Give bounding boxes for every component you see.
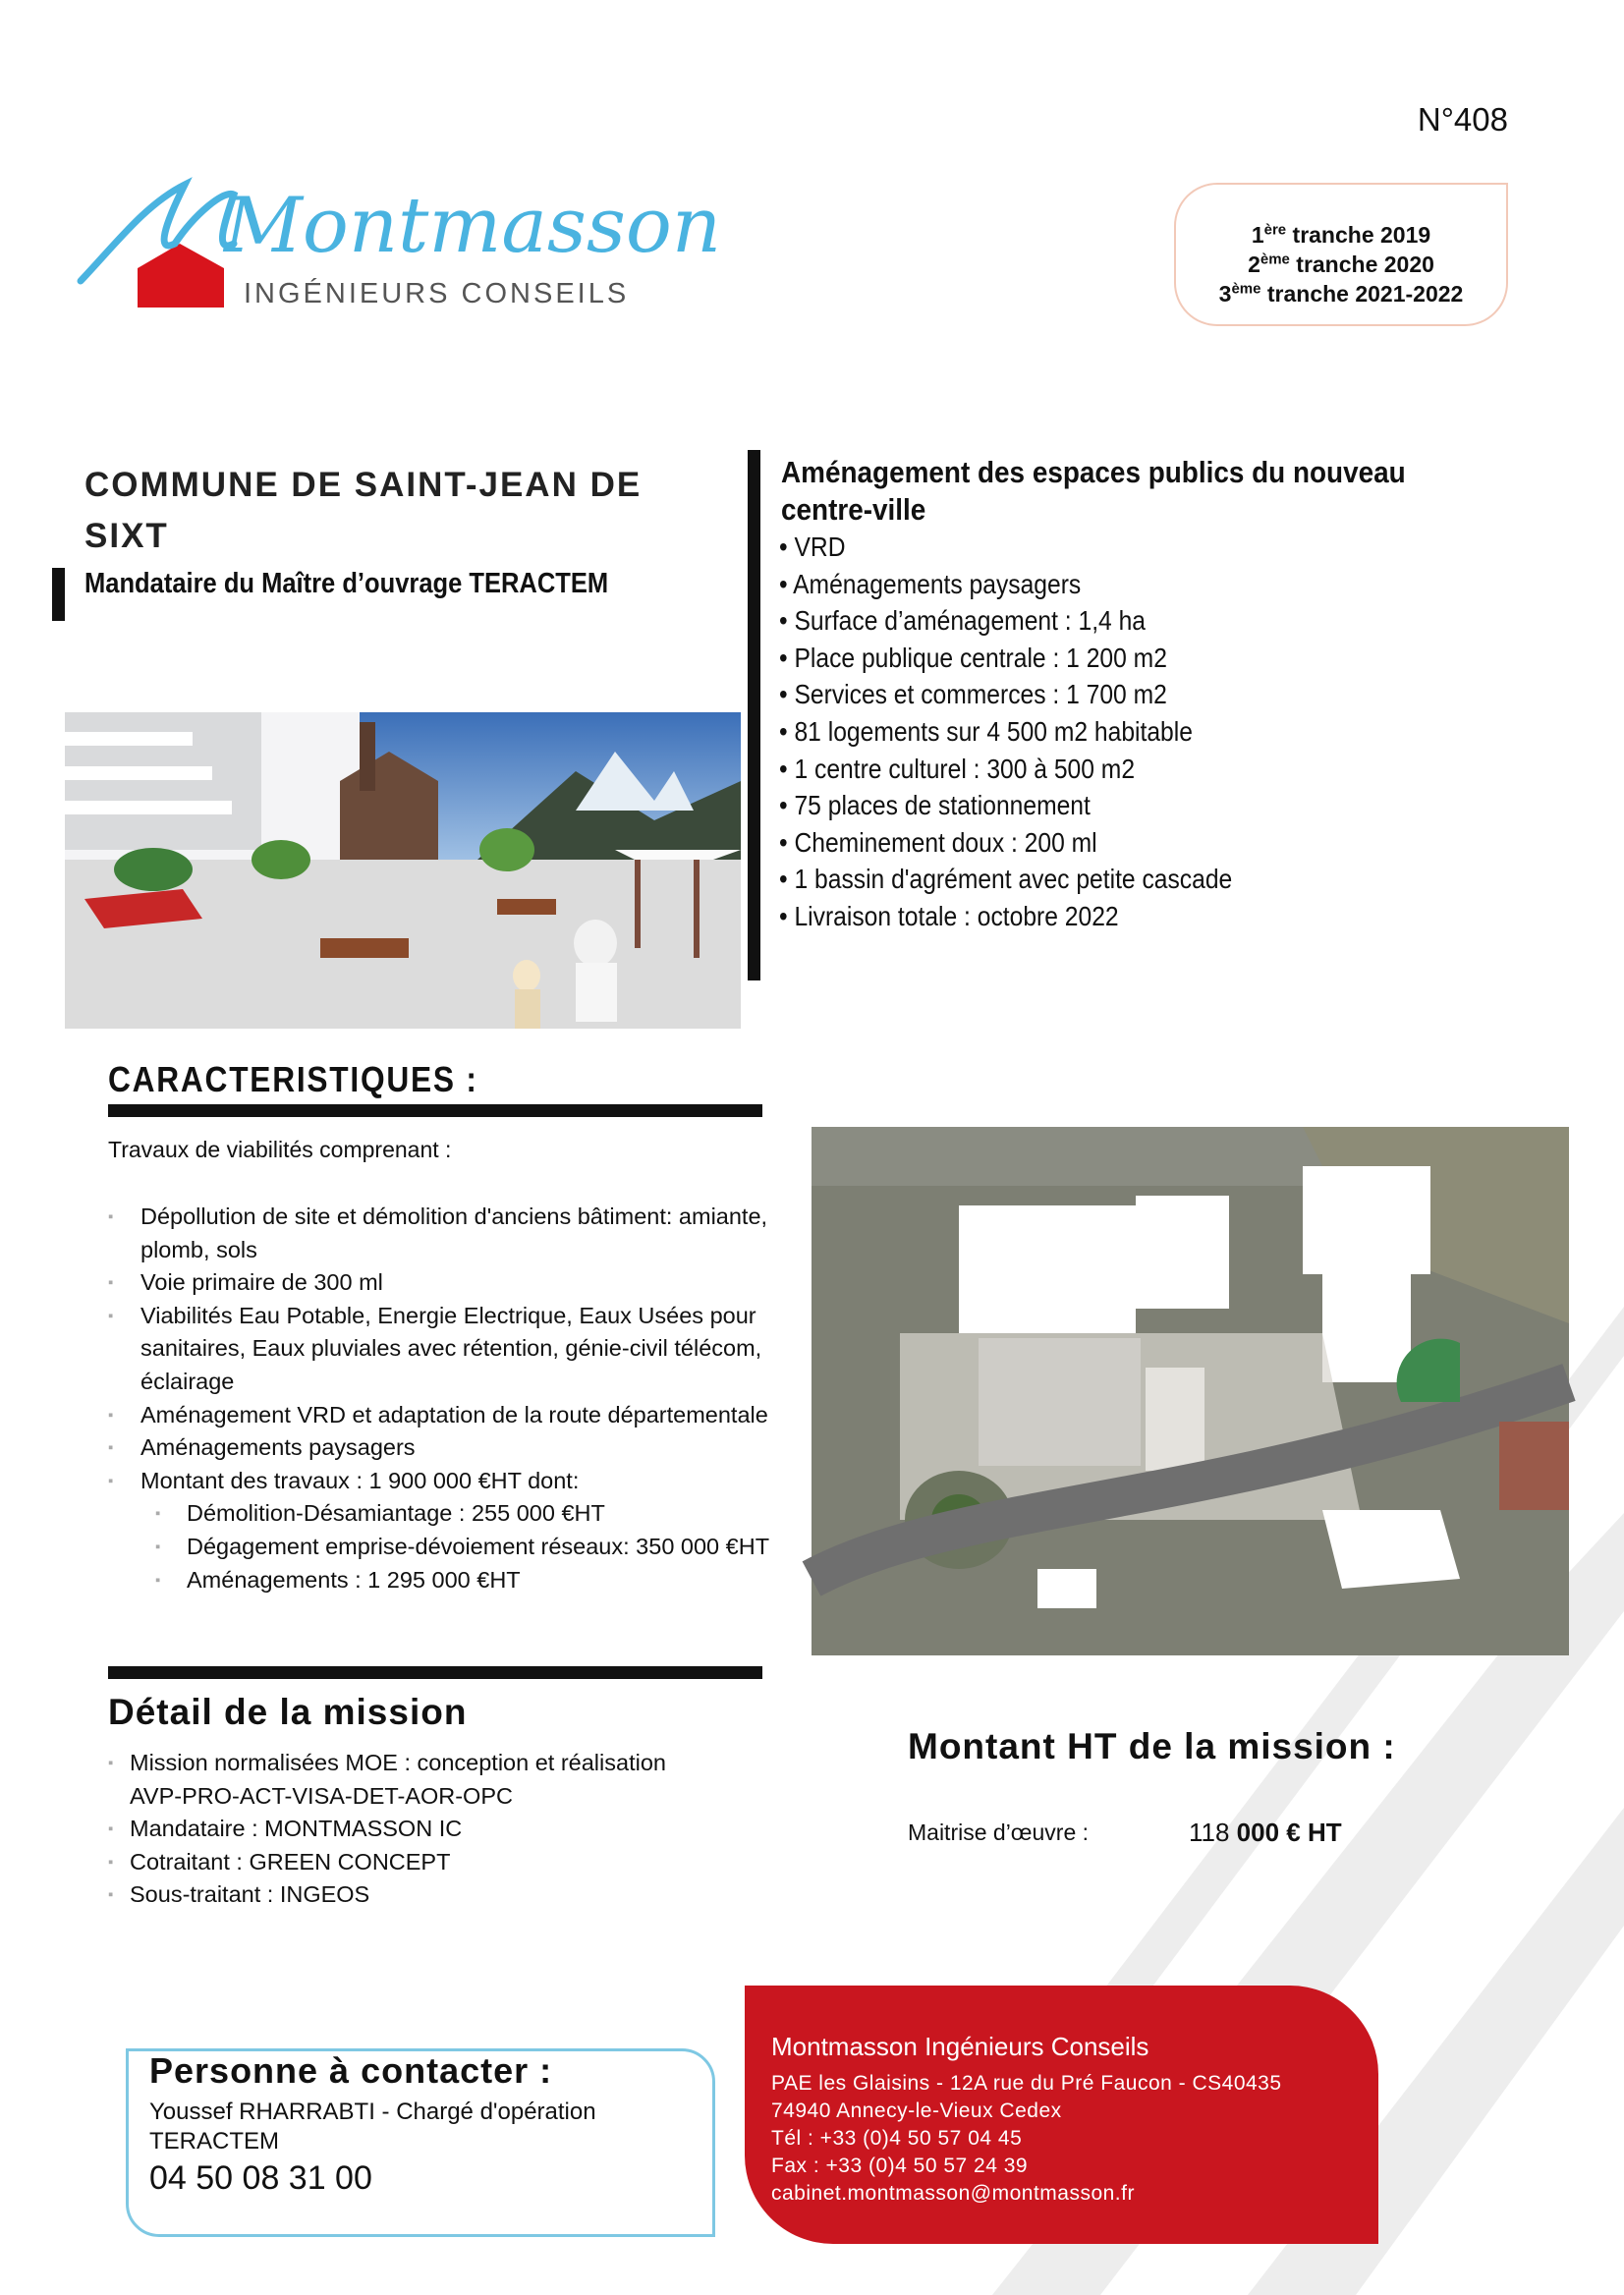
tranche-line-3: 3ème tranche 2021-2022 bbox=[1218, 280, 1464, 307]
list-subitem: ▪ Démolition-Désamiantage : 255 000 €HT bbox=[108, 1497, 776, 1531]
list-item: ▪ Mandataire : MONTMASSON IC bbox=[108, 1813, 698, 1846]
list-item: • Place publique centrale : 1 200 m2 bbox=[779, 640, 1232, 677]
list-item: • 1 centre culturel : 300 à 500 m2 bbox=[779, 751, 1232, 788]
contact-title: Personne à contacter : bbox=[149, 2050, 553, 2091]
list-item: ▪ Aménagement VRD et adaptation de la route départementale bbox=[108, 1399, 776, 1432]
list-item: • 81 logements sur 4 500 m2 habitable bbox=[779, 713, 1232, 751]
list-subitem: ▪ Aménagements : 1 295 000 €HT bbox=[108, 1564, 776, 1597]
mission-amount-title: Montant HT de la mission : bbox=[908, 1726, 1396, 1766]
list-item: ▪ Aménagements paysagers bbox=[108, 1431, 776, 1465]
tranche-line-2: 2ème tranche 2020 bbox=[1248, 251, 1434, 277]
contact-organization: TERACTEM bbox=[149, 2128, 279, 2155]
list-item: ▪ Cotraitant : GREEN CONCEPT bbox=[108, 1846, 698, 1879]
project-render-image bbox=[65, 712, 741, 1029]
mission-rule bbox=[108, 1666, 762, 1679]
list-item: • Cheminement doux : 200 ml bbox=[779, 824, 1232, 862]
list-item: ▪ Dépollution de site et démolition d'anciens bâtiment: amiante, plomb, sols bbox=[108, 1201, 776, 1266]
list-item: • Surface d’aménagement : 1,4 ha bbox=[779, 602, 1232, 640]
list-subitem: ▪ Dégagement emprise-dévoiement réseaux: 350 000 €HT bbox=[108, 1531, 776, 1564]
list-item: ▪ Voie primaire de 300 ml bbox=[108, 1266, 776, 1300]
logo-subtitle: INGÉNIEURS CONSEILS bbox=[244, 278, 630, 309]
list-item: • Livraison totale : octobre 2022 bbox=[779, 898, 1232, 935]
project-accent-bar bbox=[748, 450, 760, 980]
aerial-plan-image bbox=[812, 1127, 1569, 1655]
client-subtitle: Mandataire du Maître d’ouvrage TERACTEM bbox=[84, 568, 609, 599]
list-item: ▪ Sous-traitant : INGEOS bbox=[108, 1878, 698, 1912]
characteristics-rule bbox=[108, 1104, 762, 1117]
company-fax-line: Fax : +33 (0)4 50 57 24 39 bbox=[771, 2155, 1029, 2177]
list-item: • Aménagements paysagers bbox=[779, 566, 1232, 603]
list-item: • 75 places de stationnement bbox=[779, 787, 1232, 824]
company-email-link[interactable]: cabinet.montmasson@montmasson.fr bbox=[771, 2182, 1135, 2205]
mission-amount-value: 118 000 € HT bbox=[1189, 1818, 1342, 1847]
list-item: • 1 bassin d'agrément avec petite cascade bbox=[779, 861, 1232, 898]
characteristics-title: CARACTERISTIQUES : bbox=[108, 1059, 478, 1099]
logo-red-shape bbox=[138, 244, 224, 308]
project-title: Aménagement des espaces publics du nouveau centre-ville bbox=[781, 455, 1406, 527]
list-item: ▪ Montant des travaux : 1 900 000 €HT dont: bbox=[108, 1465, 776, 1498]
logo-wordmark: Montmasson bbox=[224, 182, 722, 270]
contact-phone[interactable]: 04 50 08 31 00 bbox=[149, 2159, 372, 2197]
tranche-line-1: 1ère tranche 2019 bbox=[1251, 221, 1431, 248]
list-item: ▪ Mission normalisées MOE : conception et réalisation AVP-PRO-ACT-VISA-DET-AOR-OPC bbox=[108, 1747, 698, 1813]
list-item: • VRD bbox=[779, 529, 1232, 566]
mission-amount-label: Maitrise d’œuvre : bbox=[908, 1819, 1090, 1845]
contact-name: Youssef RHARRABTI - Chargé d'opération bbox=[149, 2099, 596, 2125]
company-name: Montmasson Ingénieurs Conseils bbox=[771, 2032, 1149, 2061]
mission-title: Détail de la mission bbox=[108, 1692, 468, 1732]
client-title: COMMUNE DE SAINT-JEAN DE SIXT bbox=[84, 466, 643, 555]
company-phone-line[interactable]: Tél : +33 (0)4 50 57 04 45 bbox=[771, 2127, 1023, 2150]
company-address-line: PAE les Glaisins - 12A rue du Pré Faucon - CS40435 bbox=[771, 2072, 1282, 2095]
company-city-line: 74940 Annecy-le-Vieux Cedex bbox=[771, 2099, 1062, 2122]
list-item: • Services et commerces : 1 700 m2 bbox=[779, 676, 1232, 713]
project-feature-list bbox=[779, 529, 1294, 935]
reference-number: N°408 bbox=[1417, 101, 1508, 138]
client-accent-bar bbox=[52, 568, 65, 621]
characteristics-intro: Travaux de viabilités comprenant : bbox=[108, 1137, 452, 1162]
mission-list bbox=[108, 1747, 698, 1912]
list-item: ▪ Viabilités Eau Potable, Energie Electrique, Eaux Usées pour sanitaires, Eaux pluviales avec rétention, génie-civil télécom, éclairage bbox=[108, 1300, 776, 1399]
characteristics-list bbox=[108, 1201, 776, 1596]
tranche-box bbox=[1174, 183, 1508, 326]
